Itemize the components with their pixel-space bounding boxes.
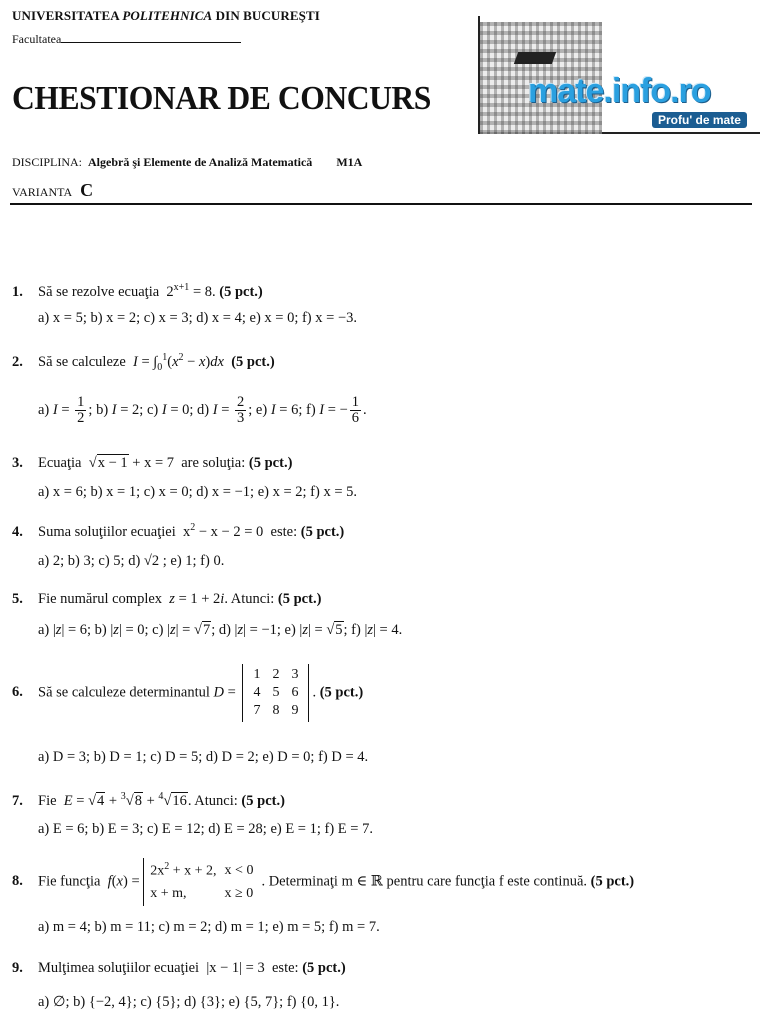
question-4: 4. Suma soluţiilor ecuaţiei $x^2 - x - 2 = 0$ este: (5 pct.) <box>12 522 345 540</box>
graduation-cap-icon <box>514 52 556 64</box>
logo-brand: mate.info.ro <box>528 72 711 110</box>
faculty-field: Facultatea <box>12 32 241 47</box>
answers-5: a) |z| = 6; b) |z| = 0; c) |z| = √7; d) |z| = −1; e) |z| = √5; f) |z| = 4. <box>38 622 403 638</box>
logo-tagline: Profu' de mate <box>652 112 747 128</box>
question-7: 7. Fie E = √4 + $^3$√8 + $^4$√16. Atunci: (5 pct.) <box>12 791 285 809</box>
answers-6: a) D = 3; b) D = 1; c) D = 5; d) D = 2; e) D = 0; f) D = 4. <box>38 749 369 765</box>
variant-line: VARIANTA C <box>12 180 94 200</box>
question-2: 2. Să se calculeze $I = \int_0^1(x^2 - x)dx$ (5 pct.) <box>12 352 275 373</box>
question-6: 6. Să se calculeze determinantul D = 1 2 3 4 5 6 7 8 9 . (5 pct.) <box>12 664 363 722</box>
watermark-logo <box>476 10 760 134</box>
question-8: 8. Fie funcţia f(x) = $2x^2 + x + 2$, x < 0 x + m, x ≥ 0 . Determinaţi m ∈ ℝ pentru care funcţia f este continuă. (5 pct.) <box>12 858 634 906</box>
discipline-line: DISCIPLINA: Algebră şi Elemente de Analiză Matematică M1A <box>12 155 363 169</box>
answers-4: a) 2; b) 3; c) 5; d) √2 ; e) 1; f) 0. <box>38 553 225 569</box>
answers-8: a) m = 4; b) m = 11; c) m = 2; d) m = 1; e) m = 5; f) m = 7. <box>38 919 380 935</box>
question-1: 1. Să se rezolve ecuaţia $2^{x+1} = 8$. (5 pct.) <box>12 282 263 300</box>
question-9: 9. Mulţimea soluţiilor ecuaţiei |x − 1| = 3 este: (5 pct.) <box>12 960 346 976</box>
answers-2: a) I = $\frac{1}{2}$ ; b) I = 2; c) I = 0; d) I = $\frac{2}{3}$ ; e) I = 6; f) I = − $\frac{1}{6}$ . <box>38 394 367 427</box>
answers-9: a) ∅; b) {−2, 4}; c) {5}; d) {3}; e) {5, 7}; f) {0, 1}. <box>38 994 340 1010</box>
question-5: 5. Fie numărul complex z = 1 + 2i. Atunci: (5 pct.) <box>12 591 322 607</box>
equation-1: $2^{x+1} = 8$ <box>166 282 212 300</box>
piecewise-function: $2x^2 + x + 2$, x < 0 x + m, x ≥ 0 <box>143 858 261 906</box>
determinant-matrix: 1 2 3 4 5 6 7 8 9 <box>242 664 309 722</box>
header-divider <box>10 203 752 205</box>
university-name: UNIVERSITATEA POLITEHNICA DIN BUCUREŞTI <box>12 8 320 23</box>
question-3: 3. Ecuaţia √x − 1 + x = 7 are soluţia: (5 pct.) <box>12 455 293 471</box>
answers-1: a) x = 5; b) x = 2; c) x = 3; d) x = 4; e) x = 0; f) x = −3. <box>38 310 357 326</box>
faculty-blank-line <box>61 33 241 43</box>
integral-expression: $I = \int_0^1(x^2 - x)dx$ <box>133 352 224 373</box>
answers-7: a) E = 6; b) E = 3; c) E = 12; d) E = 28; e) E = 1; f) E = 7. <box>38 821 373 837</box>
page-title: CHESTIONAR DE CONCURS <box>12 80 431 117</box>
answers-3: a) x = 6; b) x = 1; c) x = 0; d) x = −1; e) x = 2; f) x = 5. <box>38 484 357 500</box>
